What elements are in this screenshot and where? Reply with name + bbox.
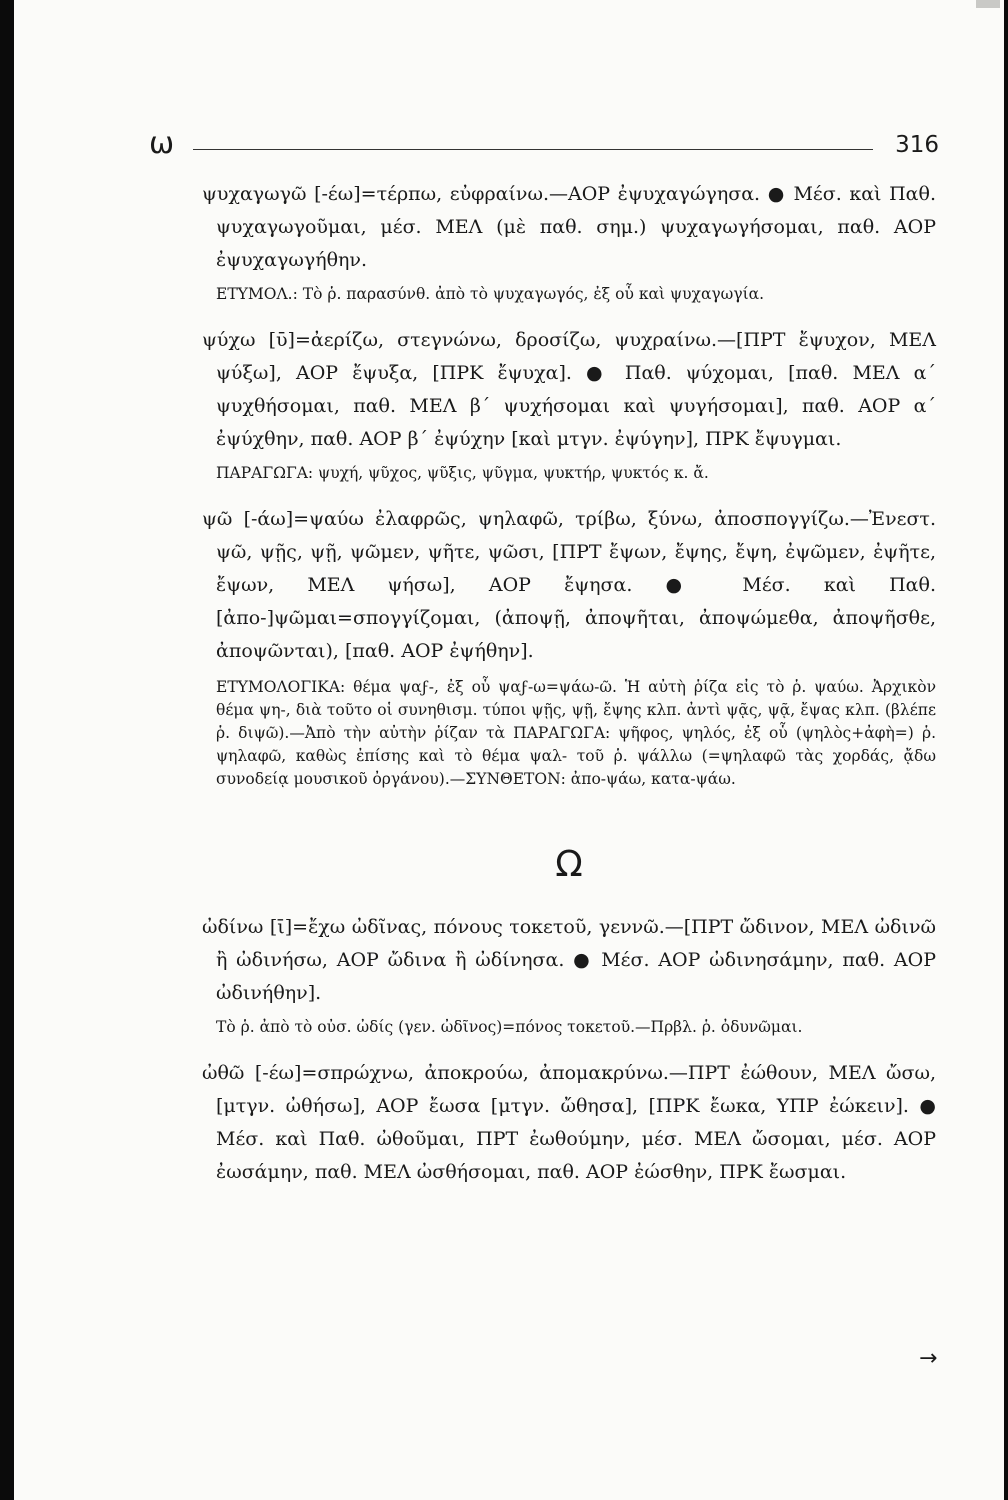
entry-main: ψῶ [-άω]=ψαύω ἐλαφρῶς, ψηλαφῶ, τρίβω, ξύνω, ἀποσπογγίζω.—Ἐνεστ. ψῶ, ψῇς, ψῇ, ψῶμεν, ψῆτε, ψῶσι, [ΠΡΤ ἔψων, ἔψης, ἔψη, ἐψῶμεν, ἐψῆτε, ἔψων, ΜΕΛ ψήσω], ΑΟΡ ἔψησα. ● Μέσ. καὶ Παθ. [ἀπο-]ψῶμαι=σπογγίζομαι, (ἀποψῇ, ἀποψῆται, ἀποψώμεθα, ἀποψῆσθε, ἀποψῶνται), [παθ. ΑΟΡ ἐψήθην]. xyxy=(202,508,936,662)
dictionary-entry xyxy=(202,911,936,1039)
header-letter: ω xyxy=(149,126,175,161)
dictionary-entry xyxy=(202,503,936,791)
dictionary-entry xyxy=(202,324,936,485)
entry-etymology: Τὸ ῥ. ἀπὸ τὸ οὐσ. ὠδίς (γεν. ὠδῖνος)=πόνος τοκετοῦ.—Πρβλ. ῥ. ὀδυνῶμαι. xyxy=(216,1018,803,1036)
page-number: 316 xyxy=(895,132,939,158)
dictionary-entry xyxy=(202,178,936,306)
section-heading: Ω xyxy=(555,844,583,885)
entry-main: ὠδίνω [ῑ]=ἔχω ὠδῖνας, πόνους τοκετοῦ, γεννῶ.—[ΠΡΤ ὤδινον, ΜΕΛ ὠδινῶ ἢ ὠδινήσω, ΑΟΡ ὤδινα ἢ ὠδίνησα. ● Μέσ. ΑΟΡ ὠδινησάμην, παθ. ΑΟΡ ὠδινήθην]. xyxy=(202,916,936,1004)
header-rule xyxy=(193,149,873,150)
entry-main: ψύχω [ῡ]=ἀερίζω, στεγνώνω, δροσίζω, ψυχραίνω.—[ΠΡΤ ἔψυχον, ΜΕΛ ψύξω], ΑΟΡ ἔψυξα, [ΠΡΚ ἔψυχα]. ● Παθ. ψύχομαι, [παθ. ΜΕΛ α΄ ψυχθήσομαι, παθ. ΜΕΛ β΄ ψυχήσομαι καὶ ψυγήσομαι], παθ. ΑΟΡ α΄ ἐψύχθην, παθ. ΑΟΡ β΄ ἐψύχην [καὶ μτγν. ἐψύγην], ΠΡΚ ἔψυγμαι. xyxy=(202,329,936,450)
page-sheet xyxy=(14,0,1004,1500)
entry-derivatives: ΠΑΡΑΓΩΓΑ: ψυχή, ψῦχος, ψῦξις, ψῦγμα, ψυκτήρ, ψυκτός κ. ἄ. xyxy=(216,464,709,482)
page-header xyxy=(149,128,939,168)
dictionary-entry xyxy=(202,1057,936,1189)
entry-main: ψυχαγωγῶ [-έω]=τέρπω, εὐφραίνω.—ΑΟΡ ἐψυχαγώγησα. ● Μέσ. καὶ Παθ. ψυχαγωγοῦμαι, μέσ. ΜΕΛ (μὲ παθ. σημ.) ψυχαγωγήσομαι, παθ. ΑΟΡ ἐψυχαγωγήθην. xyxy=(202,183,936,271)
entry-etymology: ΕΤΥΜΟΛΟΓΙΚΑ: θέμα ψαϝ-, ἐξ οὗ ψαϝ-ω=ψάω-ῶ. Ἡ αὐτὴ ῥίζα εἰς τὸ ῥ. ψαύω. Ἀρχικὸν θέμα ψη-, διὰ τοῦτο οἱ συνηθισμ. τύποι ψῇς, ψῇ, ἔψης κλπ. ἀντὶ ψᾷς, ψᾷ, ἔψας κλπ. (βλέπε ῥ. διψῶ).—Ἀπὸ τὴν αὐτὴν ῥίζαν τὰ ΠΑΡΑΓΩΓΑ: ψῆφος, ψηλός, ἐξ οὗ (ψηλὸς+ἀφὴ=) ῥ. ψηλαφῶ, καθὼς ἐπίσης καὶ τὸ θέμα ψαλ- τοῦ ῥ. ψάλλω (=ψηλαφῶ τὰς χορδάς, ᾄδω συνοδείᾳ μουσικοῦ ὀργάνου).—ΣΥΝΘΕΤΟΝ: ἀπο-ψάω, κατα-ψάω. xyxy=(216,678,936,788)
dictionary-content xyxy=(202,178,936,1207)
entry-main: ὠθῶ [-έω]=σπρώχνω, ἀποκρούω, ἀπομακρύνω.—ΠΡΤ ἐώθουν, ΜΕΛ ὤσω, [μτγν. ὠθήσω], ΑΟΡ ἔωσα [μτγν. ὤθησα], [ΠΡΚ ἔωκα, ΥΠΡ ἐώκειν]. ● Μέσ. καὶ Παθ. ὠθοῦμαι, ΠΡΤ ἐωθούμην, μέσ. ΜΕΛ ὤσομαι, μέσ. ΑΟΡ ἐωσάμην, παθ. ΜΕΛ ὠσθήσομαι, παθ. ΑΟΡ ἐώσθην, ΠΡΚ ἔωσμαι. xyxy=(202,1062,936,1183)
entry-etymology: ΕΤΥΜΟΛ.: Τὸ ῥ. παρασύνθ. ἀπὸ τὸ ψυχαγωγός, ἐξ οὗ καὶ ψυχαγωγία. xyxy=(216,285,765,303)
page-corner xyxy=(976,0,1000,8)
continuation-arrow-icon: → xyxy=(919,1346,938,1371)
